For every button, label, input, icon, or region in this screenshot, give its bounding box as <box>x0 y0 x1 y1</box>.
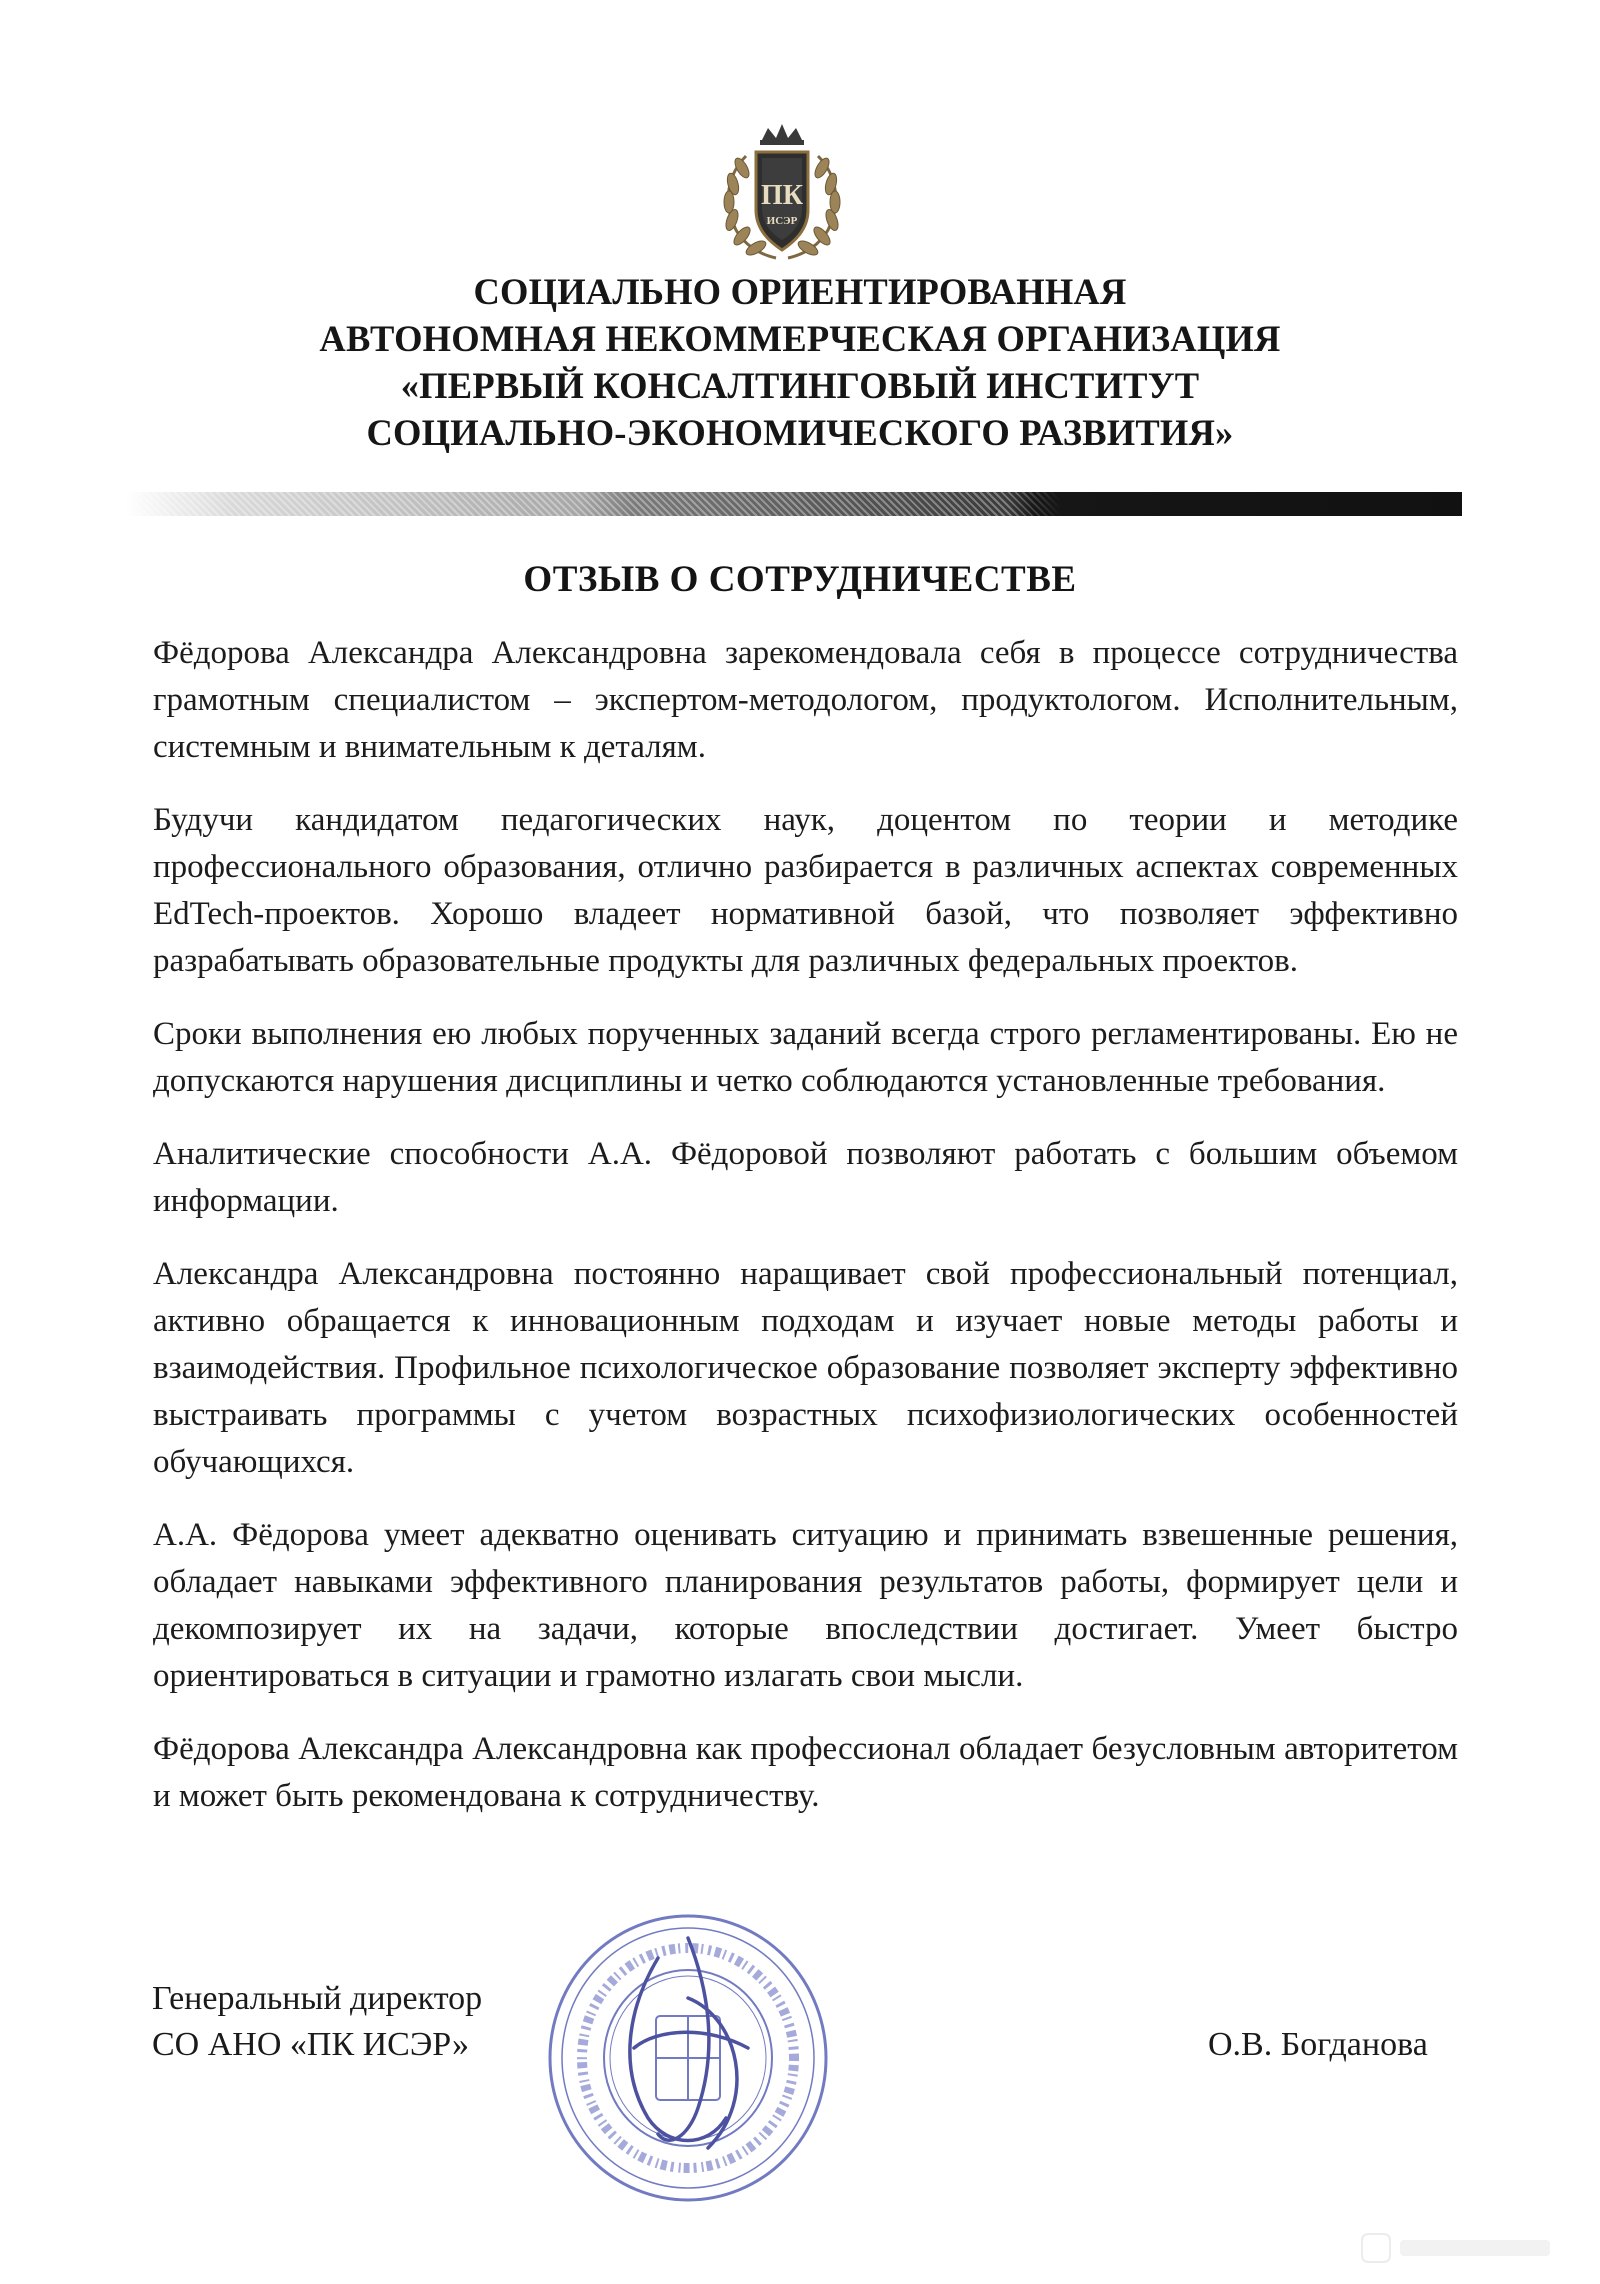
document-body <box>153 630 1458 1846</box>
signatory-role <box>152 1976 482 2068</box>
signatory-organization: СО АНО «ПК ИСЭР» <box>152 2026 470 2063</box>
body-paragraph: А.А. Фёдорова умеет адекватно оценивать ситуацию и принимать взвешенные решения, обладает навыками эффективного планирования результатов работы, формирует цели и декомпозирует их на задачи, которые впоследствии достигает. Умеет быстро ориентироваться в ситуации и грамотно излагать свои мысли. <box>153 1517 1458 1694</box>
watermark-logo-icon <box>1360 2230 1560 2266</box>
document-title: ОТЗЫВ О СОТРУДНИЧЕСТВЕ <box>523 559 1077 600</box>
body-paragraph: Сроки выполнения ею любых порученных заданий всегда строго регламентированы. Ею не допускаются нарушения дисциплины и четко соблюдаются установленные требования. <box>153 1016 1458 1099</box>
svg-text:ПК: ПК <box>760 180 804 211</box>
org-name-line: АВТОНОМНАЯ НЕКОММЕРЧЕСКАЯ ОРГАНИЗАЦИЯ <box>319 318 1281 359</box>
signatory-role-line: Генеральный директор <box>152 1980 483 2017</box>
header-divider <box>126 492 1462 516</box>
body-paragraph: Фёдорова Александра Александровна зарекомендовала себя в процессе сотрудничества грамотным специалистом – экспертом-методологом, продуктологом. Исполнительным, системным и внимательным к деталям. <box>153 635 1458 765</box>
body-paragraph: Фёдорова Александра Александровна как профессионал обладает безусловным авторитетом и может быть рекомендована к сотрудничеству. <box>153 1731 1458 1814</box>
organization-name <box>200 268 1400 456</box>
body-paragraph: Александра Александровна постоянно наращивает свой профессиональный потенциал, активно обращается к инновационным подходам и изучает новые методы работы и взаимодействия. Профильное психологическое образование позволяет эксперту эффективно выстраивать программы с учетом возрастных психофизиологических особенностей обучающихся. <box>153 1256 1458 1480</box>
body-paragraph: Будучи кандидатом педагогических наук, доцентом по теории и методике профессионального образования, отлично разбирается в различных аспектах современных EdTech-проектов. Хорошо владеет нормативной базой, что позволяет эффективно разрабатывать образовательные продукты для различных федеральных проектов. <box>153 802 1458 979</box>
org-name-line: СОЦИАЛЬНО ОРИЕНТИРОВАННАЯ <box>473 271 1127 312</box>
round-seal-stamp-icon <box>538 1898 838 2208</box>
org-name-line: «ПЕРВЫЙ КОНСАЛТИНГОВЫЙ ИНСТИТУТ <box>400 365 1200 406</box>
svg-text:ИСЭР: ИСЭР <box>766 215 798 227</box>
body-paragraph: Аналитические способности А.А. Фёдоровой позволяют работать с большим объемом информации. <box>153 1136 1458 1219</box>
org-name-line: СОЦИАЛЬНО-ЭКОНОМИЧЕСКОГО РАЗВИТИЯ» <box>366 412 1234 453</box>
signatory-name: О.В. Богданова <box>1208 2026 1428 2063</box>
organization-logo-icon <box>706 118 858 268</box>
